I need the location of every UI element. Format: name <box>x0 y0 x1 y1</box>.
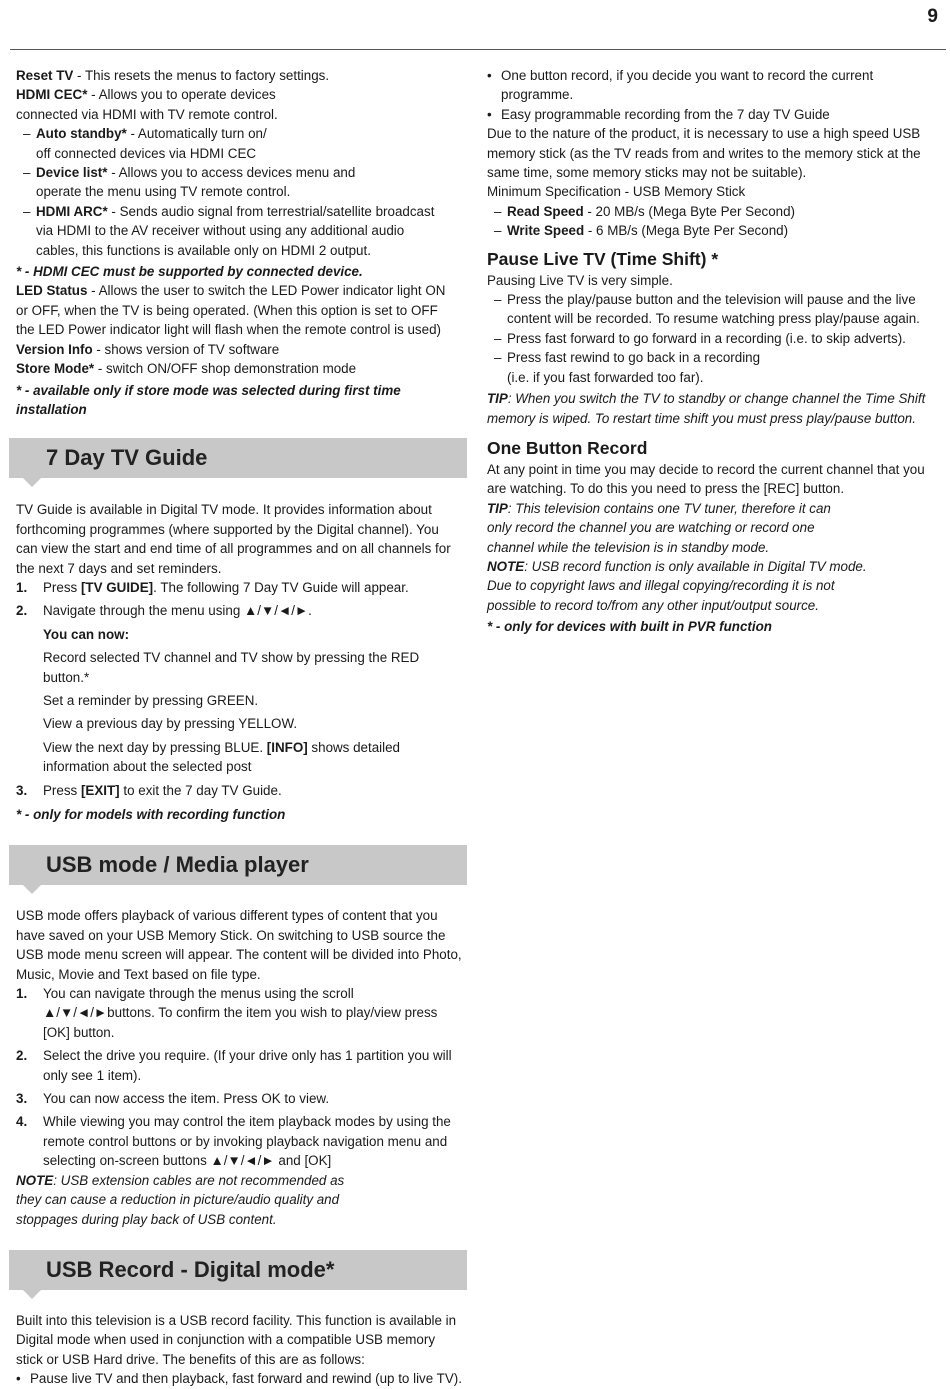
reset-tv-entry: Reset TV - This resets the menus to factory settings. <box>16 68 330 83</box>
tv-guide-step-1: 1. Press [TV GUIDE]. The following 7 Day TV Guide will appear. <box>16 579 409 595</box>
cec-note: * - HDMI CEC must be supported by connected device. <box>16 264 363 280</box>
pause-item-rewind: – Press fast rewind to go back in a recording (i.e. if you fast forwarded too far). <box>494 350 761 385</box>
guide-option-next-day: View the next day by pressing BLUE. [INFO] shows detailed information about the selected post <box>43 739 401 775</box>
hdmi-cec-line2: connected via HDMI with TV remote control. <box>16 106 278 122</box>
usb-step-1: 1. You can navigate through the menus using the scroll ▲/▼/◄/►buttons. To confirm the item you wish to play/view press [OK] button. <box>16 986 438 1040</box>
tv-guide-heading: 7 Day TV Guide <box>9 438 467 478</box>
store-mode-entry: Store Mode* - switch ON/OFF shop demonstration mode <box>16 361 357 377</box>
device-list-entry: – Device list* - Allows you to access devices menu and operate the menu using TV remote control. <box>23 165 356 200</box>
version-info-entry: Version Info - shows version of TV software <box>16 341 280 357</box>
obr-tip: TIP: This television contains one TV tuner, therefore it can only record the channel you are watching or record one channel while the television is in standby mode. <box>487 500 831 555</box>
guide-option-reminder: Set a reminder by pressing GREEN. <box>43 692 259 708</box>
usb-speed-text: Due to the nature of the product, it is necessary to use a high speed USB memory stick (as the TV reads from and writes to the memory stick at the same time, some memory sticks may not be suitable). <box>487 126 921 181</box>
tv-guide-note: * - only for models with recording function <box>16 807 286 822</box>
store-mode-note: * - available only if store mode was selected during first time installation <box>16 382 401 417</box>
tv-guide-step-3: 3. Press [EXIT] to exit the 7 day TV Guide. <box>16 782 282 798</box>
pause-live-tv-heading: Pause Live TV (Time Shift) * <box>487 248 719 269</box>
usb-step-3: 3. You can now access the item. Press OK to view. <box>16 1091 330 1107</box>
pause-item-play: – Press the play/pause button and the television will pause and the live content will be recorded. To resume watching press play/pause again. <box>494 292 920 327</box>
auto-standby-entry: – Auto standby* - Automatically turn on/ off connected devices via HDMI CEC <box>23 126 267 161</box>
benefit-programmable: • Easy programmable recording from the 7 day TV Guide <box>487 106 830 122</box>
usb-record-intro: Built into this television is a USB record facility. This function is available in Digital mode when used in conjunction with a compatible USB memory stick or USB Hard drive. The benefits of this are as follows: <box>16 1312 457 1367</box>
right-column <box>487 66 939 637</box>
usb-mode-heading: USB mode / Media player <box>9 845 467 885</box>
min-spec-label: Minimum Specification - USB Memory Stick <box>487 184 746 200</box>
usb-record-heading: USB Record - Digital mode* <box>9 1250 467 1290</box>
write-speed-entry: – Write Speed - 6 MB/s (Mega Byte Per Second) <box>494 223 789 239</box>
guide-option-record: Record selected TV channel and TV show by pressing the RED button.* <box>43 650 420 685</box>
hdmi-arc-entry: – HDMI ARC* - Sends audio signal from terrestrial/satellite broadcast via HDMI to the AV receiver without using any additional audio cables, this functions is available only on HDMI 2 output. <box>23 203 435 258</box>
guide-option-previous-day: View a previous day by pressing YELLOW. <box>43 716 298 732</box>
benefit-one-button: • One button record, if you decide you want to record the current programme. <box>487 68 874 103</box>
obr-note: NOTE: USB record function is only available in Digital TV mode. Due to copyright laws and illegal copying/recording it is not possible to record to/from any other input/output source. <box>487 558 867 613</box>
tv-guide-step-2: 2. Navigate through the menu using ▲/▼/◄/►. <box>16 603 312 619</box>
usb-record-benefit-pause: • Pause live TV and then playback, fast forward and rewind (up to live TV). <box>16 1371 462 1387</box>
you-can-now-label: You can now: <box>43 626 130 642</box>
usb-mode-intro: USB mode offers playback of various different types of content that you have saved on your USB Memory Stick. On switching to USB source the USB mode menu screen will appear. The content will be divided into Photo, Music, Movie and Text based on file type. <box>16 908 462 982</box>
tv-guide-intro: TV Guide is available in Digital TV mode. It provides information about forthcoming programmes (where supported by the Digital channel). You can view the start and end time of all programmes and on all channels for the next 7 days and set reminders. <box>16 502 451 576</box>
usb-step-4: 4. While viewing you may control the item playback modes by using the remote control buttons or by invoking playback navigation menu and selecting on-screen buttons ▲/▼/◄/► and [OK] <box>16 1114 451 1169</box>
pause-intro: Pausing Live TV is very simple. <box>487 272 673 288</box>
pvr-note: * - only for devices with built in PVR function <box>487 619 772 635</box>
pause-item-forward: – Press fast forward to go forward in a recording (i.e. to skip adverts). <box>494 330 906 346</box>
led-status-entry: LED Status - Allows the user to switch the LED Power indicator light ON or OFF, when the TV is being operated. (When this option is set to OFF the LED Power indicator light will flash when the remote control is used) <box>16 283 446 338</box>
left-column <box>16 66 468 1389</box>
page-number: 9 <box>927 6 938 27</box>
obr-text: At any point in time you may decide to record the current channel that you are watching. To do this you need to press the [REC] button. <box>487 461 925 497</box>
header-rule <box>10 49 946 50</box>
one-button-record-heading: One Button Record <box>487 437 648 458</box>
pause-tip: TIP: When you switch the TV to standby or change channel the Time Shift memory is wiped. To restart time shift you must press play/pause button. <box>487 391 926 426</box>
usb-note: NOTE: USB extension cables are not recommended as they can cause a reduction in picture/audio quality and stoppages during play back of USB content. <box>16 1172 345 1227</box>
hdmi-cec-entry: HDMI CEC* - Allows you to operate devices <box>16 87 276 103</box>
usb-step-2: 2. Select the drive you require. (If your drive only has 1 partition you will only see 1 item). <box>16 1048 452 1083</box>
read-speed-entry: – Read Speed - 20 MB/s (Mega Byte Per Second) <box>494 203 796 219</box>
